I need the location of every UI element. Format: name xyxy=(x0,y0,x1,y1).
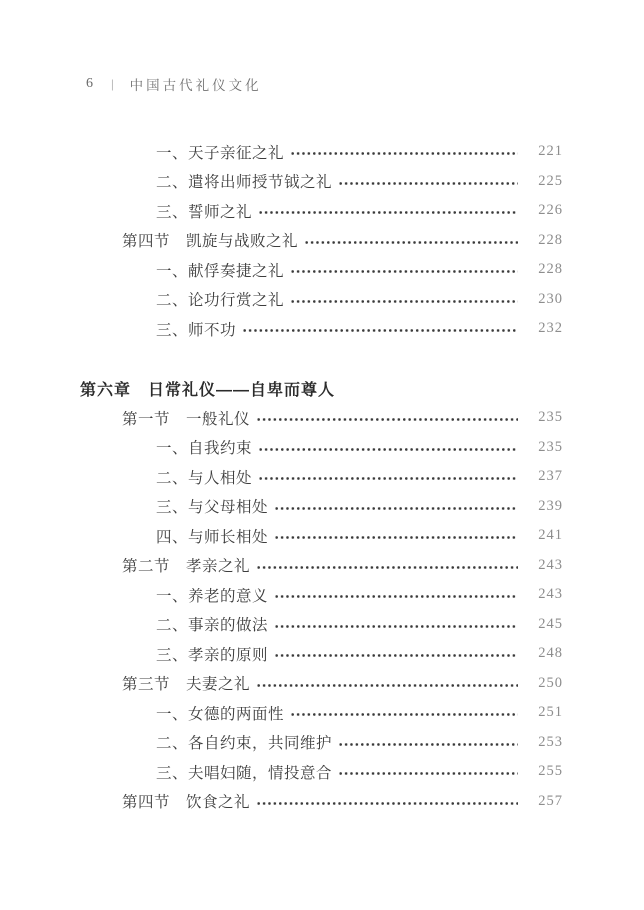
toc-entry-section xyxy=(80,787,563,817)
toc-entry-title: 一、养老的意义 xyxy=(156,587,269,605)
toc-dot-leader xyxy=(304,241,518,244)
toc-entry-title: 第四节 饮食之礼 xyxy=(122,794,251,812)
toc-entry-title: 一、天子亲征之礼 xyxy=(156,144,285,162)
toc-page-number: 237 xyxy=(538,468,563,485)
toc-entry-title: 二、与人相处 xyxy=(156,469,253,487)
toc-entry-title: 一、女德的两面性 xyxy=(156,705,285,723)
toc-dot-leader xyxy=(290,270,518,273)
toc-dot-leader xyxy=(290,713,518,716)
running-head-separator: | xyxy=(111,76,114,91)
toc-entry-item xyxy=(80,698,563,728)
toc-page-number: 243 xyxy=(538,586,563,603)
toc-dot-leader xyxy=(242,329,518,332)
toc-page-number: 226 xyxy=(538,202,563,219)
toc-entry-title: 二、事亲的做法 xyxy=(156,617,269,635)
toc-dot-leader xyxy=(256,566,518,569)
toc-page-number: 243 xyxy=(538,556,563,573)
toc-dot-leader xyxy=(258,477,518,480)
toc-entry-section xyxy=(80,551,563,581)
toc-dot-leader xyxy=(274,536,518,539)
toc-entry-title: 二、遣将出师授节钺之礼 xyxy=(156,174,333,192)
running-head xyxy=(86,74,262,94)
toc-dot-leader xyxy=(256,418,518,421)
toc-entry-title: 三、与父母相处 xyxy=(156,499,269,517)
toc-page-number: 235 xyxy=(538,438,563,455)
toc-dot-leader xyxy=(290,300,518,303)
toc-entry-item xyxy=(80,492,563,522)
toc-entry-title: 三、誓师之礼 xyxy=(156,203,253,221)
toc-page-number: 251 xyxy=(538,704,563,721)
toc-entry-item xyxy=(80,285,563,315)
toc-dot-leader xyxy=(256,802,518,805)
toc-dot-leader xyxy=(338,182,518,185)
toc-dot-leader xyxy=(338,743,518,746)
toc-entry-title: 三、夫唱妇随，情投意合 xyxy=(156,764,333,782)
toc-entry-title: 第三节 夫妻之礼 xyxy=(122,676,251,694)
toc-dot-leader xyxy=(274,595,518,598)
toc-entry-title: 第四节 凯旋与战败之礼 xyxy=(122,233,299,251)
toc-entry-item xyxy=(80,137,563,167)
toc-entry-item xyxy=(80,728,563,758)
toc-entry-item xyxy=(80,639,563,669)
toc-entry-section xyxy=(80,403,563,433)
toc-page-number: 257 xyxy=(538,792,563,809)
toc-page-number: 245 xyxy=(538,615,563,632)
toc-page-number: 255 xyxy=(538,763,563,780)
toc-page-number: 228 xyxy=(538,231,563,248)
toc-entry-title: 二、论功行赏之礼 xyxy=(156,292,285,310)
toc-entry-section xyxy=(80,226,563,256)
toc-dot-leader xyxy=(258,448,518,451)
toc-entry-title: 第一节 一般礼仪 xyxy=(122,410,251,428)
toc-dot-leader xyxy=(290,152,518,155)
toc-page-number: 228 xyxy=(538,261,563,278)
toc-entry-title: 三、师不功 xyxy=(156,321,237,339)
toc-entry-item xyxy=(80,167,563,197)
table-of-contents xyxy=(80,137,563,816)
toc-dot-leader xyxy=(274,654,518,657)
toc-page-number: 248 xyxy=(538,645,563,662)
toc-entry-title: 三、孝亲的原则 xyxy=(156,646,269,664)
toc-entry-section xyxy=(80,669,563,699)
toc-page-number: 239 xyxy=(538,497,563,514)
toc-entry-item xyxy=(80,196,563,226)
toc-page-number: 250 xyxy=(538,674,563,691)
toc-entry-item xyxy=(80,255,563,285)
toc-page-number: 232 xyxy=(538,320,563,337)
toc-entry-title: 第二节 孝亲之礼 xyxy=(122,558,251,576)
toc-page-number: 253 xyxy=(538,733,563,750)
toc-page-number: 221 xyxy=(538,143,563,160)
toc-entry-item xyxy=(80,610,563,640)
toc-dot-leader xyxy=(258,211,518,214)
toc-page-number: 235 xyxy=(538,409,563,426)
toc-dot-leader xyxy=(274,625,518,628)
toc-entry-title: 第六章 日常礼仪——自卑而尊人 xyxy=(80,381,336,399)
toc-entry-item xyxy=(80,462,563,492)
toc-entry-title: 一、献俘奏捷之礼 xyxy=(156,262,285,280)
toc-entry-item xyxy=(80,521,563,551)
toc-entry-item xyxy=(80,433,563,463)
toc-page-number: 230 xyxy=(538,290,563,307)
toc-entry-title: 二、各自约束，共同维护 xyxy=(156,735,333,753)
toc-dot-leader xyxy=(338,772,518,775)
toc-page-number: 241 xyxy=(538,527,563,544)
toc-entry-item xyxy=(80,314,563,344)
toc-dot-leader xyxy=(274,507,518,510)
toc-entry-title: 一、自我约束 xyxy=(156,440,253,458)
toc-entry-item xyxy=(80,580,563,610)
toc-dot-leader xyxy=(256,684,518,687)
toc-entry-chapter xyxy=(80,374,563,404)
toc-entry-item xyxy=(80,757,563,787)
toc-page-number: 225 xyxy=(538,172,563,189)
folio-page-number: 6 xyxy=(86,76,93,91)
running-head-book-title: 中国古代礼仪文化 xyxy=(129,78,262,93)
toc-entry-title: 四、与师长相处 xyxy=(156,528,269,546)
